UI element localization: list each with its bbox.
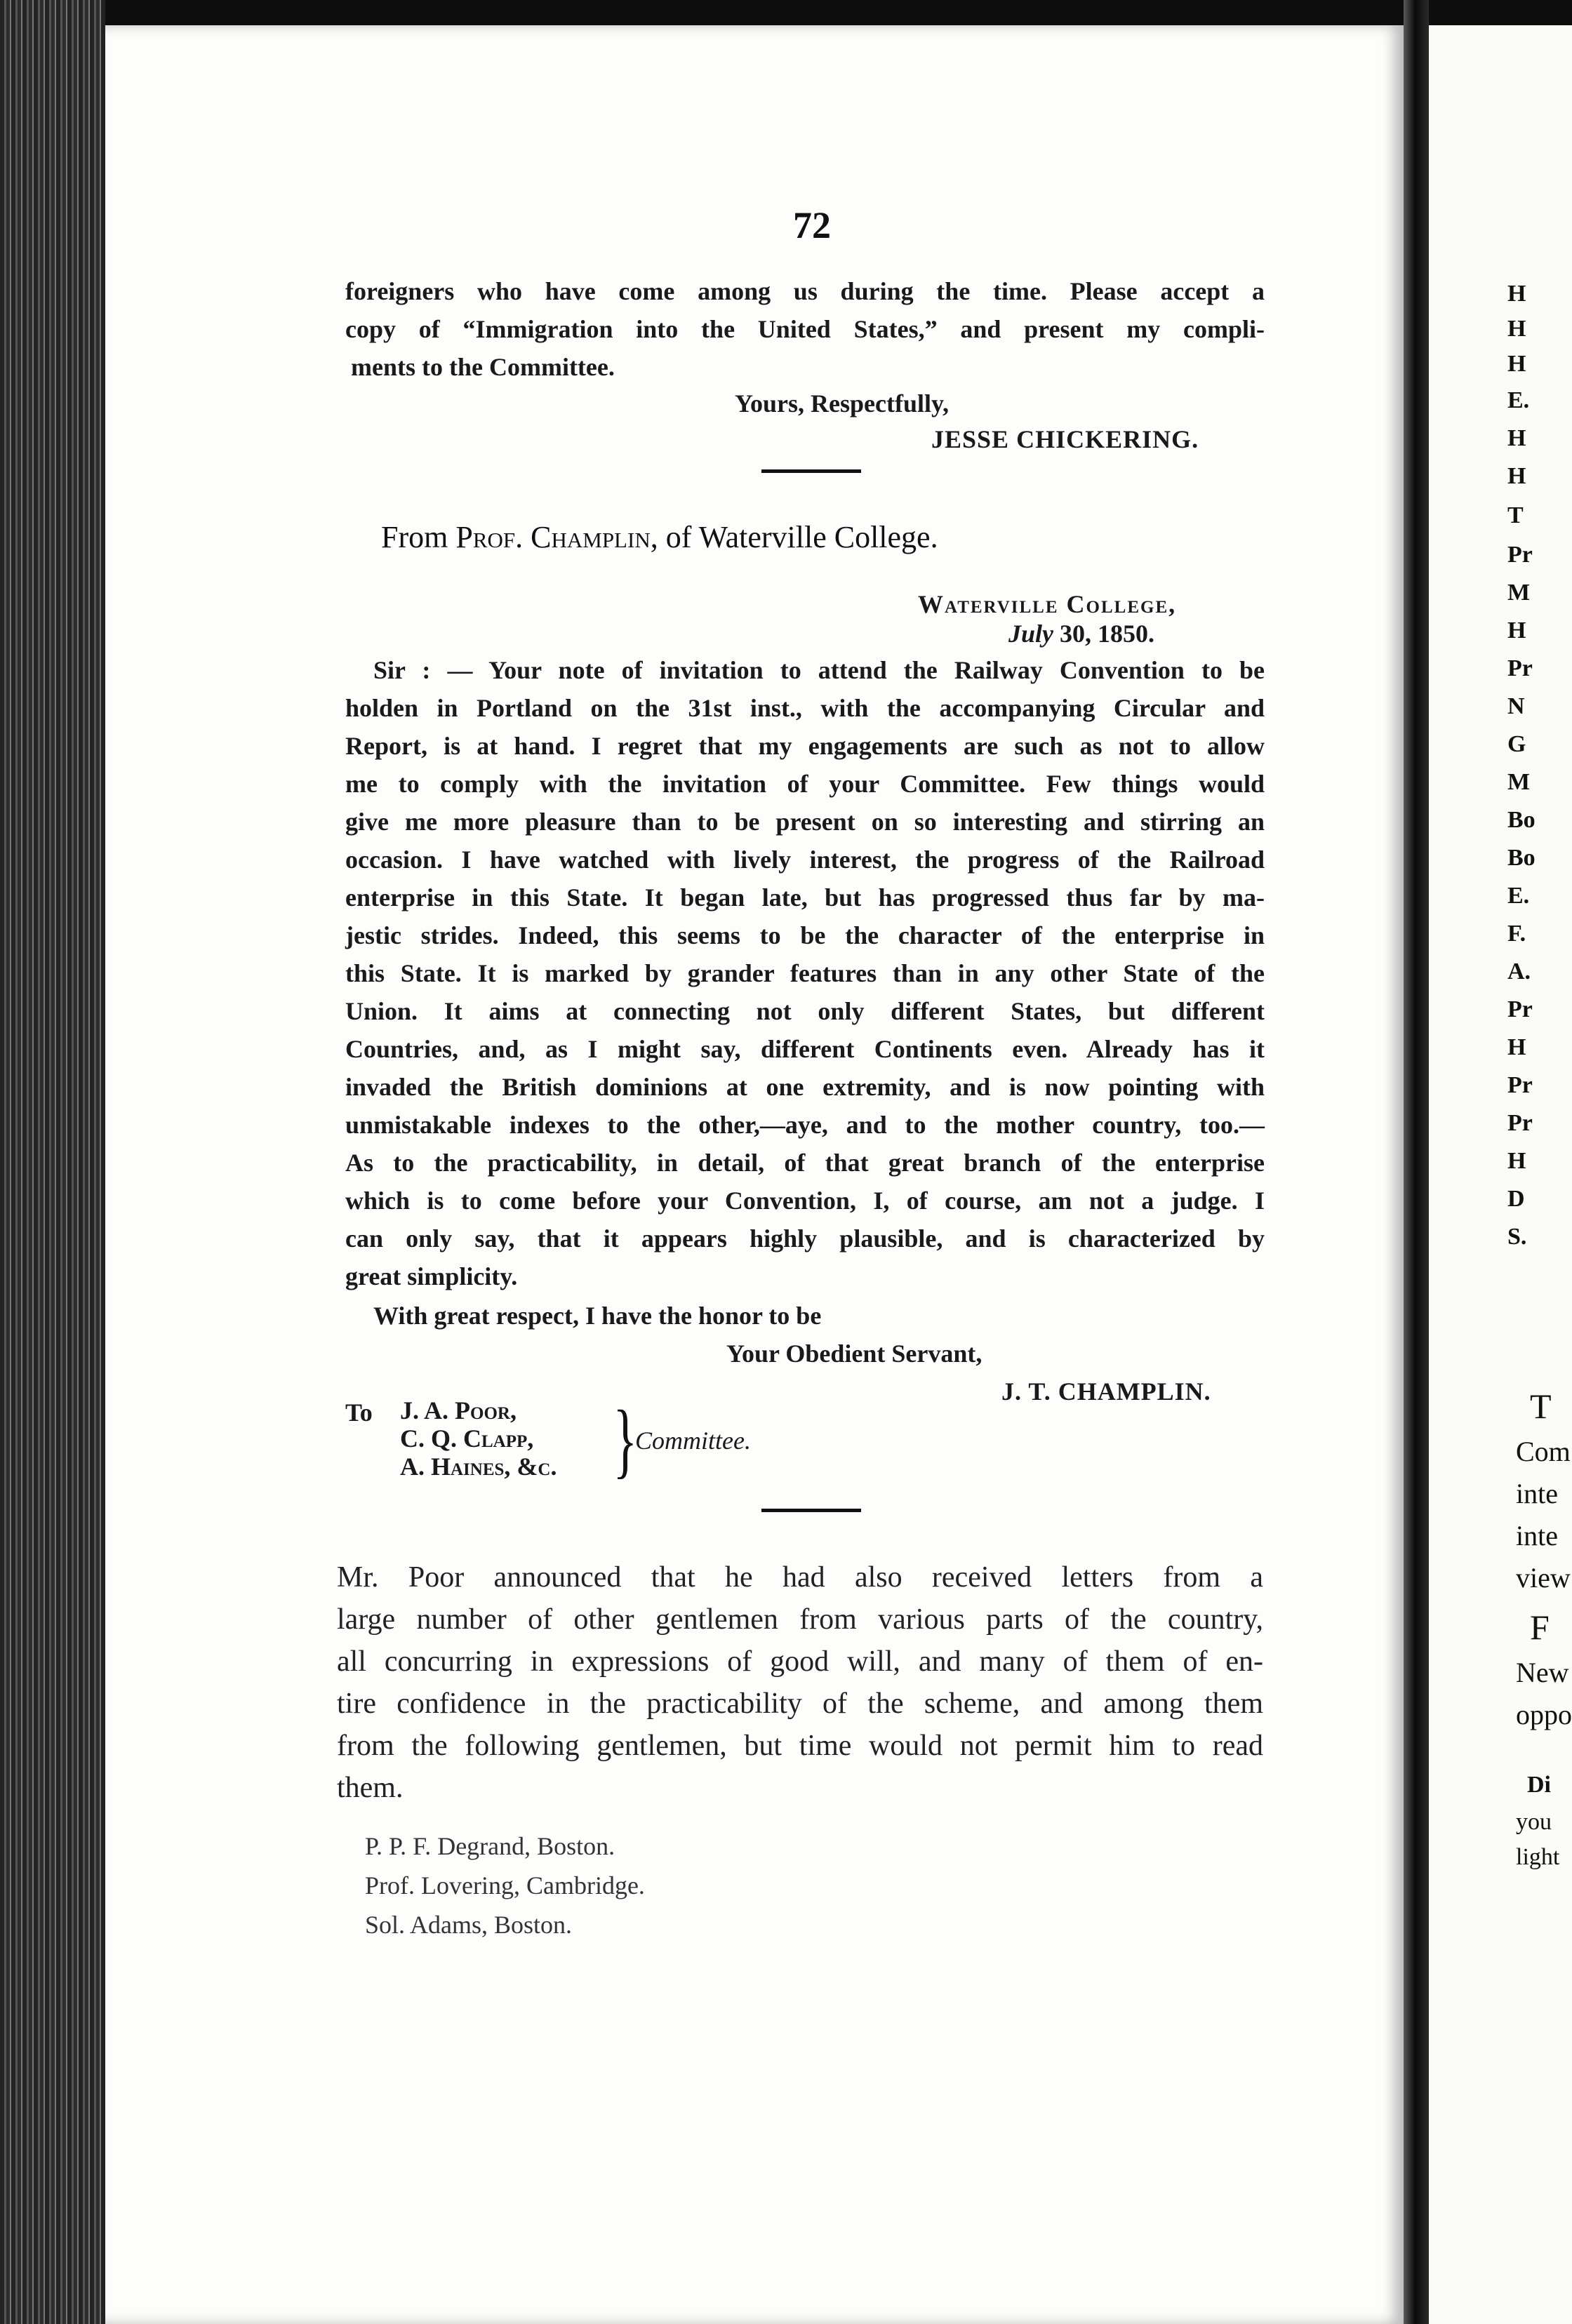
text-line: Mr. Poor announced that he had also received letters from a [337, 1561, 1263, 1594]
right-body-start: inte [1516, 1478, 1558, 1509]
page-number: 72 [793, 204, 831, 246]
date-month: July [1008, 620, 1054, 648]
right-body-start: Di [1527, 1772, 1551, 1798]
text-line: unmistakable indexes to the other,—aye, and to the mother country, too.— [345, 1111, 1265, 1139]
right-line-start: N [1507, 693, 1525, 719]
right-line-start: Pr [1507, 655, 1533, 681]
dateline-place: Waterville College, [918, 590, 1177, 618]
right-line-start: H [1507, 281, 1526, 307]
committee-label: Committee. [635, 1427, 751, 1455]
section-rule [761, 469, 861, 473]
text-line: enterprise in this State. It began late, but has progressed thus far by ma- [345, 883, 1265, 911]
binding-gutter [0, 0, 105, 2324]
text-line: all concurring in expressions of good will, and many of them of en- [337, 1645, 1263, 1678]
heading-name: Prof. Champlin, [455, 520, 658, 554]
text-line: them. [337, 1772, 404, 1804]
heading-rest: of Waterville College. [665, 520, 938, 554]
right-line-start: M [1507, 769, 1531, 795]
right-line-start: E. [1507, 387, 1530, 413]
right-line-start: E. [1507, 883, 1530, 909]
right-line-start: Pr [1507, 1072, 1533, 1098]
right-line-start: T [1507, 502, 1524, 528]
right-body-start: light [1516, 1844, 1560, 1870]
heading-from: From [381, 520, 448, 554]
page-fold [1404, 0, 1429, 2324]
text-line: this State. It is marked by grander features than in any other State of the [345, 959, 1265, 987]
list-item: Prof. Lovering, Cambridge. [365, 1871, 645, 1899]
date-rest: 30, 1850. [1060, 620, 1155, 648]
right-line-start: H [1507, 617, 1526, 643]
addressee-name: A. Haines, &c. [400, 1452, 557, 1481]
right-body-start: inte [1516, 1520, 1558, 1551]
text-line: jestic strides. Indeed, this seems to be the character of the enterprise in [345, 921, 1265, 949]
letter-respect: With great respect, I have the honor to be [373, 1302, 822, 1330]
text-line: copy of “Immigration into the United States,” and present my compli- [345, 315, 1265, 343]
right-page [1429, 25, 1572, 2324]
text-line: Sir : — Your note of invitation to attend the Railway Convention to be [373, 656, 1265, 684]
right-line-start: A. [1507, 959, 1531, 984]
right-body-start: oppo [1516, 1699, 1572, 1730]
text-line: invaded the British dominions at one extremity, and is now pointing with [345, 1073, 1265, 1101]
addressee-name: C. Q. Clapp, [400, 1424, 534, 1452]
text-line: Countries, and, as I might say, different Continents even. Already has it [345, 1035, 1265, 1063]
text-line: foreigners who have come among us during the time. Please accept a [345, 277, 1265, 305]
text-line: which is to come before your Convention, I, of course, am not a judge. I [345, 1187, 1265, 1215]
right-body-start: F [1530, 1608, 1550, 1647]
section-heading [381, 519, 938, 555]
list-item: P. P. F. Degrand, Boston. [365, 1832, 615, 1860]
right-line-start: H [1507, 1148, 1526, 1174]
right-line-start: Pr [1507, 1110, 1533, 1136]
text-line: large number of other gentlemen from various parts of the country, [337, 1603, 1263, 1636]
right-body-start: New [1516, 1657, 1569, 1688]
text-line: me to comply with the invitation of your Committee. Few things would [345, 770, 1265, 798]
right-body-start: T [1530, 1387, 1552, 1426]
letter-closing: Your Obedient Servant, [726, 1340, 982, 1368]
right-line-start: M [1507, 580, 1531, 606]
addressee-to: To [345, 1398, 373, 1427]
right-line-start: F. [1507, 921, 1526, 947]
signature: JESSE CHICKERING. [931, 425, 1199, 453]
text-line: Report, is at hand. I regret that my engagements are such as not to allow [345, 732, 1265, 760]
list-item: Sol. Adams, Boston. [365, 1911, 573, 1939]
right-line-start: Pr [1507, 996, 1533, 1022]
right-line-start: D [1507, 1186, 1525, 1212]
text-line: occasion. I have watched with lively interest, the progress of the Railroad [345, 846, 1265, 874]
right-body-start: view [1516, 1562, 1571, 1594]
text-line: great simplicity. [345, 1262, 518, 1290]
dateline-date [1008, 617, 1154, 650]
right-line-start: Bo [1507, 845, 1536, 871]
brace-icon: } [613, 1393, 638, 1486]
text-line: from the following gentlemen, but time would not permit him to read [337, 1730, 1263, 1762]
right-line-start: G [1507, 731, 1526, 757]
addressee-name: J. A. Poor, [400, 1396, 517, 1424]
right-line-start: H [1507, 316, 1526, 342]
scan-top-edge [105, 0, 1572, 25]
text-line: holden in Portland on the 31st inst., with the accompanying Circular and [345, 694, 1265, 722]
right-line-start: H [1507, 1034, 1526, 1060]
text-line: ments to the Committee. [351, 353, 615, 381]
right-line-start: Bo [1507, 807, 1536, 833]
right-line-start: S. [1507, 1224, 1527, 1250]
letter-closing: Yours, Respectfully, [735, 389, 949, 418]
right-body-start: you [1516, 1809, 1552, 1835]
right-line-start: H [1507, 463, 1526, 489]
text-line: tire confidence in the practicability of the scheme, and among them [337, 1688, 1263, 1720]
text-line: As to the practicability, in detail, of that great branch of the enterprise [345, 1149, 1265, 1177]
section-rule [761, 1509, 861, 1512]
text-line: can only say, that it appears highly plausible, and is characterized by [345, 1224, 1265, 1253]
right-line-start: H [1507, 351, 1526, 377]
text-line: Union. It aims at connecting not only different States, but different [345, 997, 1265, 1025]
signature: J. T. CHAMPLIN. [1001, 1377, 1211, 1405]
right-line-start: Pr [1507, 542, 1533, 568]
text-line: give me more pleasure than to be present on so interesting and stirring an [345, 808, 1265, 836]
right-line-start: H [1507, 425, 1526, 451]
right-body-start: Com [1516, 1436, 1571, 1467]
